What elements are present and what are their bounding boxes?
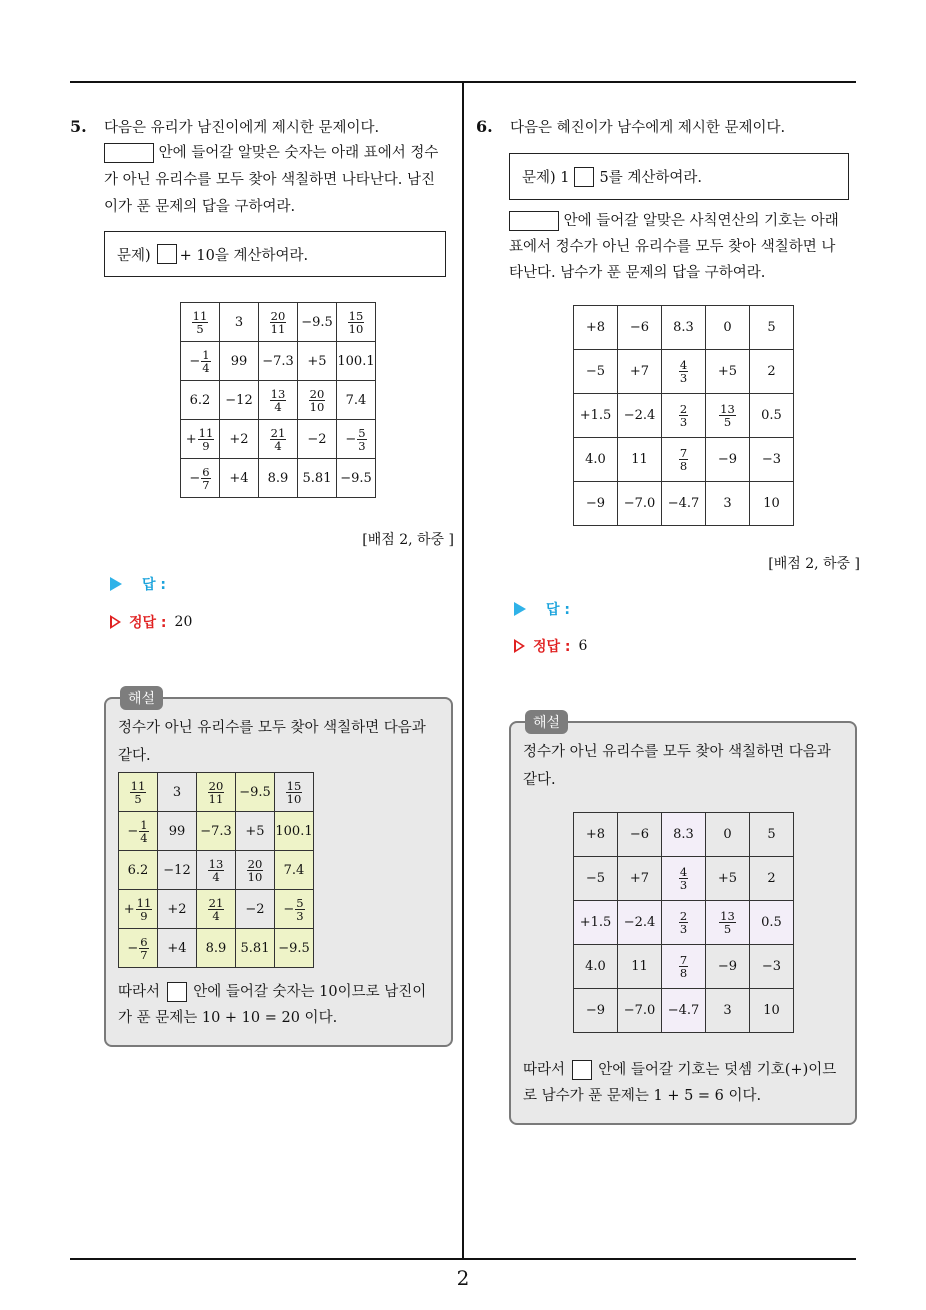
table-cell: 11	[618, 945, 662, 989]
q6-answer-label: 답 :	[546, 602, 570, 618]
table-cell: −12	[158, 851, 197, 890]
table-cell	[259, 303, 298, 342]
table-cell: +1.5	[574, 901, 618, 945]
denominator: 4	[140, 830, 148, 845]
numerator: 13	[720, 909, 735, 923]
q6-explanation-box	[509, 721, 857, 1125]
q5-correct-label: 정답 :	[129, 615, 167, 631]
table-cell	[337, 303, 376, 342]
table-cell: 3	[706, 482, 750, 526]
fraction	[348, 310, 365, 335]
q5-line-2-row	[104, 140, 438, 166]
q6-exp-outro-b: 안에 들어갈 기호는 덧셈 기호(+)이므	[598, 1062, 837, 1078]
table-cell: −5	[574, 857, 618, 901]
table-cell	[298, 381, 337, 420]
q5-problem-suffix: + 10을 계산하여라.	[179, 247, 309, 264]
fraction	[208, 858, 225, 883]
numerator: 1	[140, 817, 148, 832]
table-cell: 5	[750, 813, 794, 857]
q5-exp-table	[118, 772, 314, 968]
table-cell: +2	[220, 420, 259, 459]
table-cell	[706, 901, 750, 945]
q6-header	[476, 116, 785, 137]
denominator: 3	[296, 908, 304, 923]
q6-exp-outro-c: 로 남수가 푼 문제는 1 + 5 = 6 이다.	[523, 1088, 762, 1104]
table-cell: 7.4	[275, 851, 314, 890]
fraction	[201, 349, 210, 374]
table-row	[119, 773, 314, 812]
table-cell	[337, 420, 376, 459]
q5-answer-row	[110, 574, 166, 594]
q5-blank-box	[104, 143, 154, 163]
q6-problem-blank	[574, 167, 594, 187]
q5-problem-prefix: 문제)	[117, 247, 151, 264]
table-cell: 0	[706, 813, 750, 857]
numerator: 20	[247, 856, 263, 871]
play-triangle-icon	[110, 577, 122, 591]
table-cell: 4.0	[574, 945, 618, 989]
q5-exp-outro-b: 안에 들어갈 숫자는 10이므로 남진이	[193, 984, 427, 1000]
denominator: 10	[348, 321, 364, 336]
fraction-sign: +	[185, 431, 197, 447]
table-cell	[197, 773, 236, 812]
table-cell: −7.0	[618, 482, 662, 526]
q5-line-2: 안에 들어갈 알맞은 숫자는 아래 표에서 정수	[158, 145, 439, 161]
table-cell: 3	[706, 989, 750, 1033]
denominator: 5	[723, 415, 732, 429]
table-cell: −9	[574, 482, 618, 526]
q5-number: 5.	[70, 117, 87, 136]
q5-line-1: 다음은 유리가 남진이에게 제시한 문제이다.	[104, 120, 380, 136]
bottom-rule	[70, 1258, 856, 1260]
table-cell	[119, 812, 158, 851]
table-cell: 10	[750, 989, 794, 1033]
q5-explanation-tag: 해설	[120, 686, 163, 710]
table-cell: +8	[574, 813, 618, 857]
table-cell: −4.7	[662, 989, 706, 1033]
table-cell: +7	[618, 350, 662, 394]
table-cell: −9.5	[236, 773, 275, 812]
table-cell: −9.5	[337, 459, 376, 498]
page-number: 2	[456, 1266, 470, 1290]
q6-problem-b: 5를 계산하여라.	[599, 170, 703, 186]
denominator: 10	[247, 869, 263, 884]
numerator: 11	[136, 895, 152, 910]
q6-line-1: 다음은 혜진이가 남수에게 제시한 문제이다.	[510, 120, 786, 136]
table-cell: 3	[220, 303, 259, 342]
denominator: 8	[679, 459, 688, 473]
table-cell: 4.0	[574, 438, 618, 482]
table-cell: +5	[706, 350, 750, 394]
fraction	[286, 780, 303, 805]
q5-exp-outro-c: 가 푼 문제는 10 + 10 = 20 이다.	[118, 1010, 338, 1026]
denominator: 4	[274, 438, 282, 453]
table-cell: +4	[220, 459, 259, 498]
table-row	[119, 812, 314, 851]
table-row	[181, 303, 376, 342]
fraction	[295, 897, 304, 922]
q6-line-3: 표에서 정수가 아닌 유리수를 모두 찾아 색칠하면 나	[509, 239, 836, 255]
fraction	[679, 359, 688, 384]
numerator: 20	[270, 308, 286, 323]
table-row	[119, 929, 314, 968]
table-cell: 8.3	[662, 813, 706, 857]
q6-blank-box	[509, 211, 559, 231]
q6-correct-row	[514, 636, 587, 656]
numerator: 7	[679, 446, 688, 460]
q6-line-4: 타난다. 남수가 푼 문제의 답을 구하여라.	[509, 265, 766, 281]
table-cell	[259, 420, 298, 459]
table-cell: +4	[158, 929, 197, 968]
numerator: 13	[208, 856, 224, 871]
numerator: 4	[679, 865, 688, 879]
q6-correct-value: 6	[578, 638, 588, 654]
table-cell: −4.7	[662, 482, 706, 526]
fraction	[679, 954, 688, 979]
table-cell: 5.81	[298, 459, 337, 498]
table-cell: 10	[750, 482, 794, 526]
fraction	[130, 780, 147, 805]
table-row	[574, 901, 794, 945]
table-cell: −7.3	[197, 812, 236, 851]
q5-number-table	[180, 302, 376, 498]
numerator: 2	[679, 909, 688, 923]
q6-problem-a: 문제) 1	[522, 170, 570, 186]
table-cell: −9.5	[298, 303, 337, 342]
play-triangle-icon	[514, 602, 526, 616]
numerator: 13	[270, 386, 286, 401]
table-cell: +1.5	[574, 394, 618, 438]
numerator: 11	[192, 308, 208, 323]
q6-explanation-tag: 해설	[525, 710, 568, 734]
table-cell: 5.81	[236, 929, 275, 968]
table-cell: 6.2	[119, 851, 158, 890]
table-row	[181, 420, 376, 459]
q5-exp-outro-a: 따라서	[118, 984, 161, 1000]
q5-answer-label: 답 :	[142, 577, 166, 593]
q5-line-3: 가 아닌 유리수를 모두 찾아 색칠하면 나타난다. 남진	[104, 172, 436, 188]
q6-exp-outro-a: 따라서	[523, 1062, 566, 1078]
table-cell	[706, 394, 750, 438]
q6-exp-intro-2: 같다.	[523, 772, 556, 788]
q5-correct-row	[110, 612, 192, 632]
table-cell	[662, 350, 706, 394]
table-cell: 2	[750, 857, 794, 901]
q5-exp-blank	[167, 982, 187, 1002]
denominator: 3	[679, 371, 688, 385]
table-cell: +5	[236, 812, 275, 851]
numerator: 15	[286, 778, 302, 793]
table-cell: 99	[158, 812, 197, 851]
table-cell	[662, 394, 706, 438]
table-row	[119, 890, 314, 929]
table-cell: −12	[220, 381, 259, 420]
table-cell	[275, 890, 314, 929]
table-cell: 0.5	[750, 394, 794, 438]
q6-number-table	[573, 305, 794, 526]
q5-explanation-box	[104, 697, 453, 1047]
table-cell: 2	[750, 350, 794, 394]
table-cell: 8.9	[197, 929, 236, 968]
table-cell: −9.5	[275, 929, 314, 968]
numerator: 11	[130, 778, 146, 793]
q6-line-2-row	[509, 208, 839, 234]
q6-score: [배점 2, 하중 ]	[768, 556, 860, 572]
fraction-sign: −	[189, 353, 201, 369]
denominator: 7	[140, 947, 148, 962]
table-cell: +7	[618, 857, 662, 901]
table-cell	[662, 945, 706, 989]
fraction	[247, 858, 264, 883]
fraction	[139, 819, 148, 844]
table-cell	[181, 342, 220, 381]
numerator: 13	[720, 402, 735, 416]
q5-score: [배점 2, 하중 ]	[362, 532, 454, 548]
numerator: 6	[140, 934, 148, 949]
table-cell: −7.3	[259, 342, 298, 381]
table-cell: −9	[706, 438, 750, 482]
denominator: 4	[212, 869, 220, 884]
denominator: 3	[679, 922, 688, 936]
table-cell: 6.2	[181, 381, 220, 420]
q5-line-4: 이가 푼 문제의 답을 구하여라.	[104, 199, 296, 215]
fraction	[136, 897, 153, 922]
fraction	[270, 310, 287, 335]
numerator: 7	[679, 953, 688, 967]
table-row	[574, 394, 794, 438]
fraction-sign: −	[283, 901, 295, 917]
table-cell: +2	[158, 890, 197, 929]
denominator: 9	[202, 438, 210, 453]
q5-problem-box	[104, 231, 446, 277]
q5-exp-outro-row	[118, 979, 426, 1005]
table-cell	[662, 857, 706, 901]
fraction	[719, 403, 736, 428]
numerator: 2	[679, 402, 688, 416]
table-cell: 3	[158, 773, 197, 812]
table-cell: −3	[750, 438, 794, 482]
q6-line-2: 안에 들어갈 알맞은 사칙연산의 기호는 아래	[563, 213, 839, 229]
table-cell: +8	[574, 306, 618, 350]
table-cell: −2.4	[618, 394, 662, 438]
q6-answer-row	[514, 599, 570, 619]
fraction-sign: −	[345, 431, 357, 447]
denominator: 11	[270, 321, 286, 336]
table-cell: −3	[750, 945, 794, 989]
table-row	[119, 851, 314, 890]
denominator: 10	[309, 399, 325, 414]
fraction-sign: −	[127, 823, 139, 839]
q6-exp-intro-1: 정수가 아닌 유리수를 모두 찾아 색칠하면 다음과	[523, 744, 831, 760]
table-row	[574, 989, 794, 1033]
table-cell	[119, 890, 158, 929]
table-cell: +5	[298, 342, 337, 381]
table-row	[574, 945, 794, 989]
fraction	[270, 388, 287, 413]
table-cell	[662, 438, 706, 482]
fraction-sign: −	[127, 940, 139, 956]
denominator: 11	[208, 791, 224, 806]
fraction	[357, 427, 366, 452]
q5-exp-intro-2: 같다.	[118, 748, 151, 764]
column-divider	[462, 83, 464, 1258]
fraction	[208, 897, 225, 922]
table-cell: −6	[618, 813, 662, 857]
denominator: 4	[202, 360, 210, 375]
table-cell	[181, 459, 220, 498]
q5-correct-value: 20	[174, 614, 193, 630]
table-cell: 99	[220, 342, 259, 381]
table-row	[574, 813, 794, 857]
denominator: 4	[212, 908, 220, 923]
table-cell	[259, 381, 298, 420]
q5-exp-intro-1: 정수가 아닌 유리수를 모두 찾아 색칠하면 다음과	[118, 720, 426, 736]
table-cell: 8.9	[259, 459, 298, 498]
table-cell: −2.4	[618, 901, 662, 945]
table-row	[574, 857, 794, 901]
table-row	[181, 459, 376, 498]
q5-problem-blank	[157, 244, 177, 264]
numerator: 4	[679, 358, 688, 372]
fraction	[208, 780, 225, 805]
denominator: 3	[679, 878, 688, 892]
table-cell	[275, 773, 314, 812]
table-cell	[662, 901, 706, 945]
q6-exp-blank	[572, 1060, 592, 1080]
table-cell	[236, 851, 275, 890]
fraction-sign: +	[123, 901, 135, 917]
q5-header	[70, 116, 379, 137]
numerator: 5	[358, 425, 366, 440]
table-row	[574, 438, 794, 482]
fraction	[309, 388, 326, 413]
denominator: 5	[134, 791, 142, 806]
fraction	[198, 427, 215, 452]
denominator: 5	[723, 922, 732, 936]
table-cell: 8.3	[662, 306, 706, 350]
numerator: 11	[198, 425, 214, 440]
q6-exp-table	[573, 812, 794, 1033]
table-row	[574, 350, 794, 394]
table-cell: −9	[574, 989, 618, 1033]
table-row	[181, 342, 376, 381]
q6-correct-label: 정답 :	[533, 639, 571, 655]
fraction	[201, 466, 210, 491]
numerator: 15	[348, 308, 364, 323]
table-cell: +5	[706, 857, 750, 901]
table-cell: −2	[236, 890, 275, 929]
table-cell: 0	[706, 306, 750, 350]
numerator: 20	[309, 386, 325, 401]
denominator: 3	[358, 438, 366, 453]
table-cell: 7.4	[337, 381, 376, 420]
table-cell: 11	[618, 438, 662, 482]
table-cell	[181, 303, 220, 342]
denominator: 10	[286, 791, 302, 806]
table-cell: −6	[618, 306, 662, 350]
denominator: 5	[196, 321, 204, 336]
fraction	[679, 866, 688, 891]
fraction	[192, 310, 209, 335]
numerator: 6	[202, 464, 210, 479]
fraction	[679, 910, 688, 935]
q6-problem-box	[509, 153, 849, 200]
fraction	[719, 910, 736, 935]
outline-triangle-icon	[514, 639, 525, 653]
denominator: 4	[274, 399, 282, 414]
table-cell: −7.0	[618, 989, 662, 1033]
table-cell	[197, 890, 236, 929]
table-cell: 100.1	[275, 812, 314, 851]
numerator: 1	[202, 347, 210, 362]
q6-number: 6.	[476, 117, 493, 136]
q6-exp-outro-row	[523, 1057, 836, 1083]
fraction	[679, 447, 688, 472]
denominator: 3	[679, 415, 688, 429]
denominator: 9	[140, 908, 148, 923]
table-cell: −9	[706, 945, 750, 989]
numerator: 5	[296, 895, 304, 910]
denominator: 7	[202, 477, 210, 492]
outline-triangle-icon	[110, 615, 121, 629]
table-row	[574, 482, 794, 526]
table-cell: 100.1	[337, 342, 376, 381]
table-row	[574, 306, 794, 350]
fraction	[270, 427, 287, 452]
numerator: 20	[208, 778, 224, 793]
table-cell: −2	[298, 420, 337, 459]
table-cell	[119, 773, 158, 812]
table-row	[181, 381, 376, 420]
fraction	[679, 403, 688, 428]
numerator: 21	[208, 895, 224, 910]
table-cell	[197, 851, 236, 890]
fraction	[139, 936, 148, 961]
table-cell: 5	[750, 306, 794, 350]
table-cell: 0.5	[750, 901, 794, 945]
table-cell: −5	[574, 350, 618, 394]
table-cell	[119, 929, 158, 968]
table-cell	[181, 420, 220, 459]
fraction-sign: −	[189, 470, 201, 486]
numerator: 21	[270, 425, 286, 440]
denominator: 8	[679, 966, 688, 980]
